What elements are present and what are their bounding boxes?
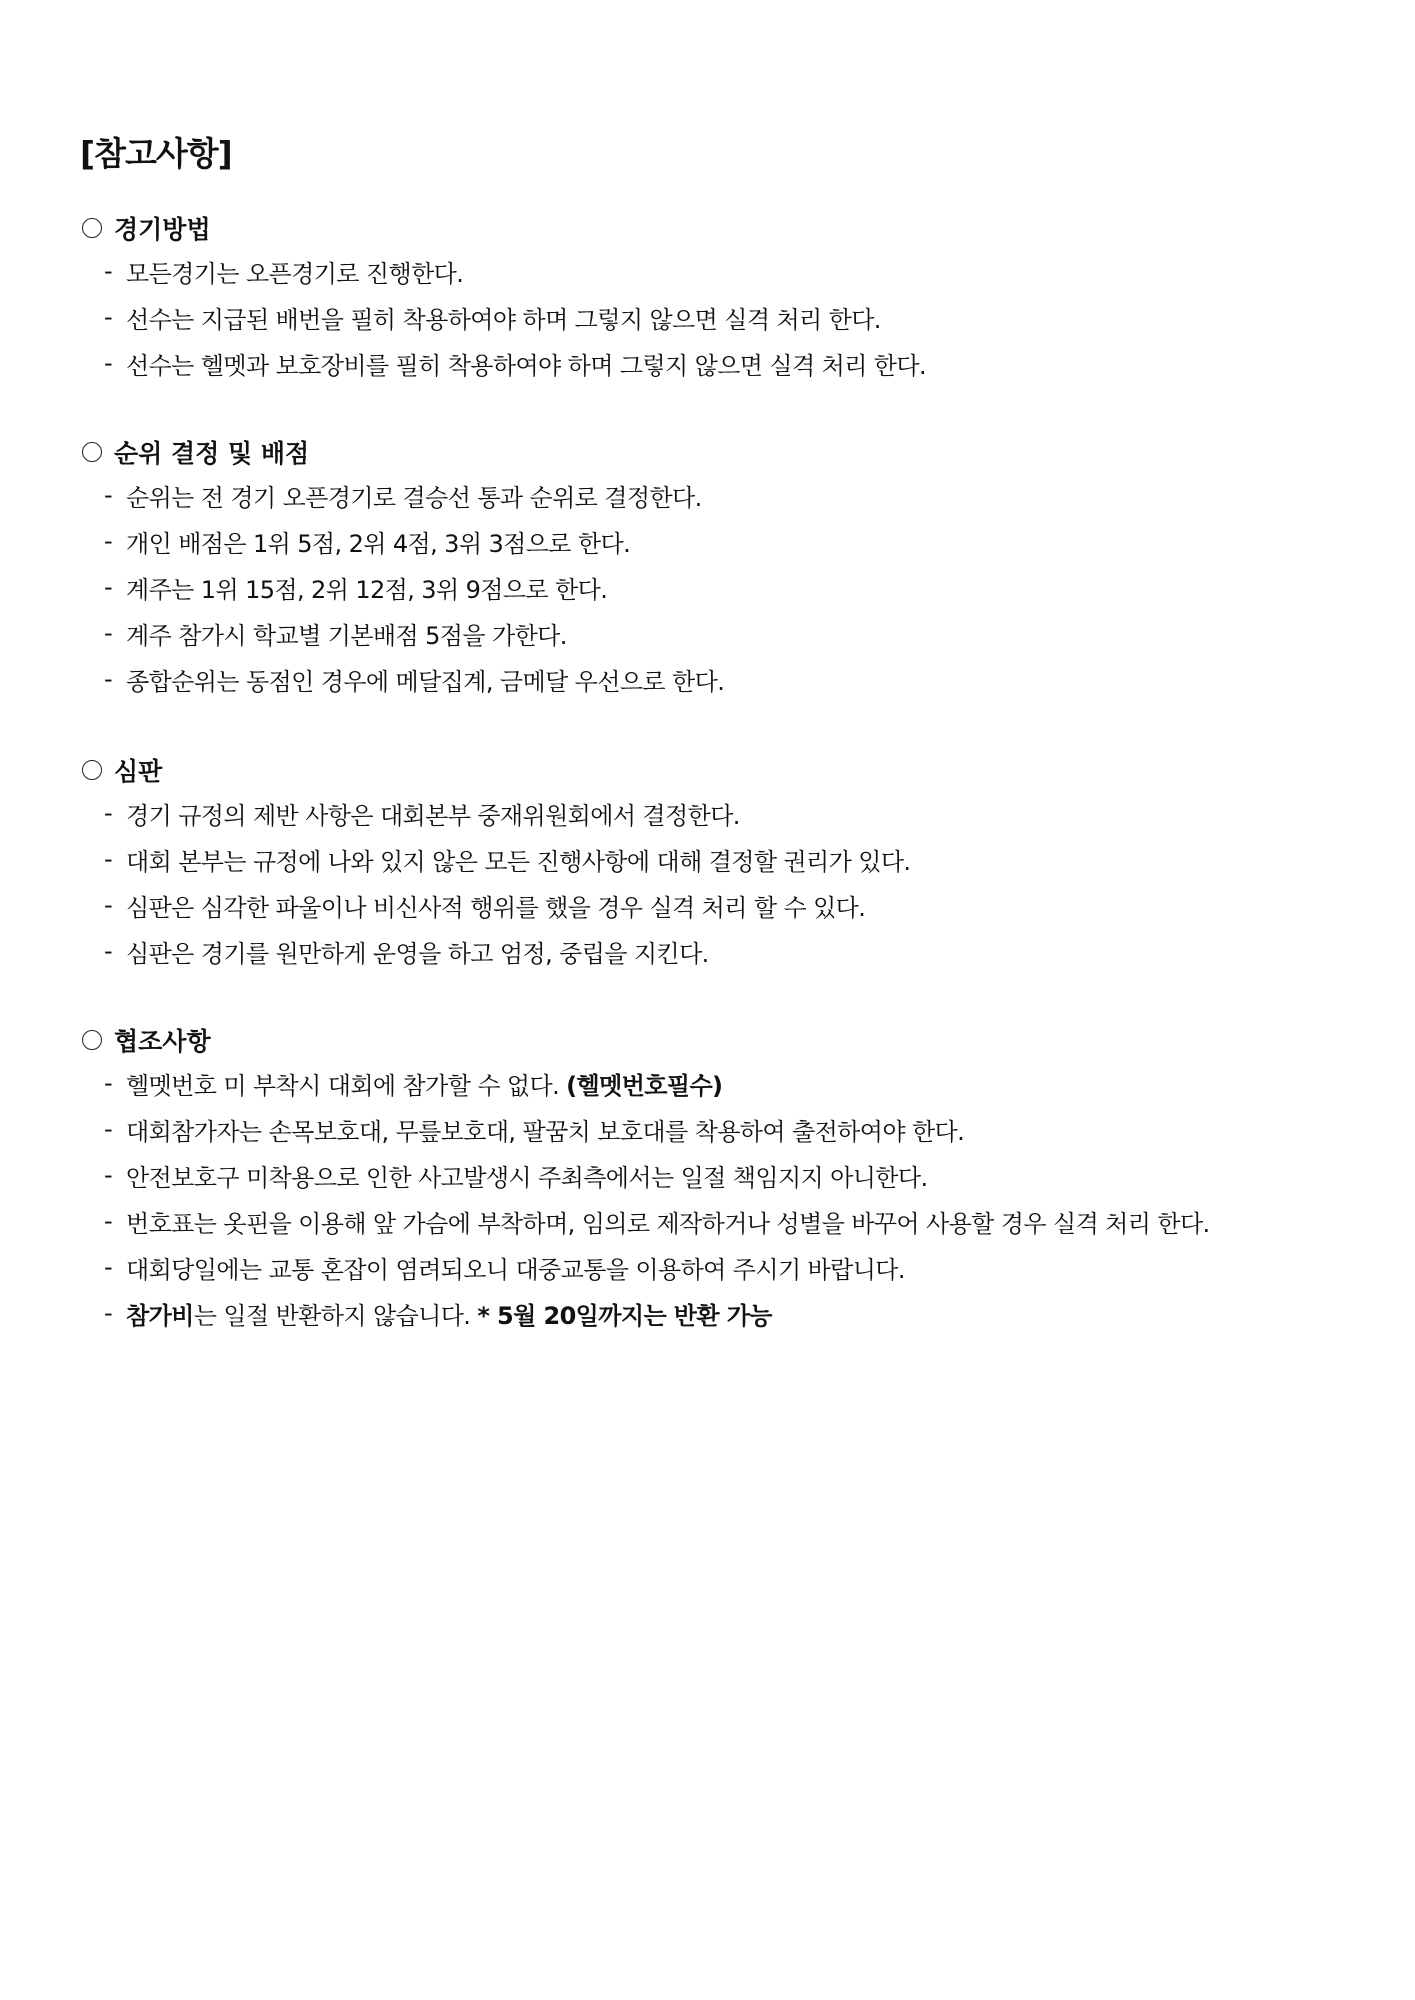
- item-text: 대회참가자는 손목보호대, 무릎보호대, 팔꿈치 보호대를 착용하여 출전하여야 한다.: [126, 1117, 965, 1146]
- item-text: 순위는 전 경기 오픈경기로 결승선 통과 순위로 결정한다.: [126, 483, 702, 512]
- section-heading: [80, 750, 1380, 790]
- item-text: [126, 1066, 722, 1101]
- item-text: 심판은 심각한 파울이나 비신사적 행위를 했을 경우 실격 처리 할 수 있다.: [126, 893, 866, 922]
- item-text: 계주는 1위 15점, 2위 12점, 3위 9점으로 한다.: [126, 575, 608, 604]
- section-heading-text: 심판: [114, 757, 163, 786]
- item-text: 선수는 지급된 배번을 필히 착용하여야 하며 그렇지 않으면 실격 처리 한다.: [126, 305, 881, 334]
- section-heading: [80, 1020, 1380, 1060]
- list-item: - 순위는 전 경기 오픈경기로 결승선 통과 순위로 결정한다.: [80, 472, 1380, 518]
- list-item: - 심판은 경기를 원만하게 운영을 하고 엄정, 중립을 지킨다.: [80, 928, 1380, 974]
- section-game-method: [80, 208, 1380, 386]
- refund-note: * 5월 20일까지는 반환 가능: [477, 1301, 772, 1330]
- list-item: - 경기 규정의 제반 사항은 대회본부 중재위원회에서 결정한다.: [80, 790, 1380, 836]
- circle-icon: [82, 442, 102, 462]
- list-item: - 심판은 심각한 파울이나 비신사적 행위를 했을 경우 실격 처리 할 수 있다.: [80, 882, 1380, 928]
- list-item: - 번호표는 옷핀을 이용해 앞 가슴에 부착하며, 임의로 제작하거나 성별을 바꾸어 사용할 경우 실격 처리 한다.: [80, 1198, 1380, 1244]
- item-text-main: 헬멧번호 미 부착시 대회에 참가할 수 없다.: [126, 1071, 560, 1100]
- list-item: - 종합순위는 동점인 경우에 메달집계, 금메달 우선으로 한다.: [80, 656, 1380, 702]
- item-text: [126, 1296, 772, 1331]
- item-text: 종합순위는 동점인 경우에 메달집계, 금메달 우선으로 한다.: [126, 667, 725, 696]
- item-list: [80, 472, 1380, 702]
- item-text: 모든경기는 오픈경기로 진행한다.: [126, 259, 464, 288]
- section-heading-text: 경기방법: [114, 215, 211, 244]
- list-item: - 계주 참가시 학교별 기본배점 5점을 가한다.: [80, 610, 1380, 656]
- item-list: [80, 248, 1380, 386]
- item-text: 안전보호구 미착용으로 인한 사고발생시 주최측에서는 일절 책임지지 아니한다.: [126, 1163, 928, 1192]
- circle-icon: [82, 760, 102, 780]
- item-text: 대회 본부는 규정에 나와 있지 않은 모든 진행사항에 대해 결정할 권리가 있다.: [126, 847, 911, 876]
- item-text: 계주 참가시 학교별 기본배점 5점을 가한다.: [126, 621, 567, 650]
- item-text: 심판은 경기를 원만하게 운영을 하고 엄정, 중립을 지킨다.: [126, 939, 709, 968]
- circle-icon: [82, 1030, 102, 1050]
- list-item: - 선수는 지급된 배번을 필히 착용하여야 하며 그렇지 않으면 실격 처리 한다.: [80, 294, 1380, 340]
- list-item: - 안전보호구 미착용으로 인한 사고발생시 주최측에서는 일절 책임지지 아니한다.: [80, 1152, 1380, 1198]
- section-cooperation: [80, 1020, 1380, 1336]
- list-item: - 헬멧번호 미 부착시 대회에 참가할 수 없다. (헬멧번호필수): [80, 1060, 1380, 1106]
- section-heading: [80, 432, 1380, 472]
- item-text: 선수는 헬멧과 보호장비를 필히 착용하여야 하며 그렇지 않으면 실격 처리 한다.: [126, 351, 927, 380]
- section-heading-text: 협조사항: [114, 1027, 211, 1056]
- list-item: - 대회당일에는 교통 혼잡이 염려되오니 대중교통을 이용하여 주시기 바랍니다.: [80, 1244, 1380, 1290]
- circle-icon: [82, 218, 102, 238]
- document-title: [참고사항]: [80, 134, 232, 173]
- list-item: - 개인 배점은 1위 5점, 2위 4점, 3위 3점으로 한다.: [80, 518, 1380, 564]
- item-text: 개인 배점은 1위 5점, 2위 4점, 3위 3점으로 한다.: [126, 529, 631, 558]
- item-list: [80, 790, 1380, 974]
- list-item: - 대회참가자는 손목보호대, 무릎보호대, 팔꿈치 보호대를 착용하여 출전하여야 한다.: [80, 1106, 1380, 1152]
- section-referee: [80, 750, 1380, 974]
- list-item: - 참가비는 일절 반환하지 않습니다. * 5월 20일까지는 반환 가능: [80, 1290, 1380, 1336]
- fee-label: 참가비: [126, 1301, 194, 1330]
- list-item: - 대회 본부는 규정에 나와 있지 않은 모든 진행사항에 대해 결정할 권리가 있다.: [80, 836, 1380, 882]
- list-item: - 계주는 1위 15점, 2위 12점, 3위 9점으로 한다.: [80, 564, 1380, 610]
- item-text: 번호표는 옷핀을 이용해 앞 가슴에 부착하며, 임의로 제작하거나 성별을 바꾸어 사용할 경우 실격 처리 한다.: [126, 1209, 1210, 1238]
- item-text-main: 는 일절 반환하지 않습니다.: [193, 1301, 471, 1330]
- section-heading: [80, 208, 1380, 248]
- helmet-required-note: (헬멧번호필수): [566, 1071, 723, 1100]
- item-text: 대회당일에는 교통 혼잡이 염려되오니 대중교통을 이용하여 주시기 바랍니다.: [126, 1255, 905, 1284]
- section-heading-text: 순위 결정 및 배점: [114, 439, 310, 468]
- section-ranking-scoring: [80, 432, 1380, 702]
- item-text: 경기 규정의 제반 사항은 대회본부 중재위원회에서 결정한다.: [126, 801, 740, 830]
- list-item: - 모든경기는 오픈경기로 진행한다.: [80, 248, 1380, 294]
- item-list: [80, 1060, 1380, 1336]
- list-item: - 선수는 헬멧과 보호장비를 필히 착용하여야 하며 그렇지 않으면 실격 처리 한다.: [80, 340, 1380, 386]
